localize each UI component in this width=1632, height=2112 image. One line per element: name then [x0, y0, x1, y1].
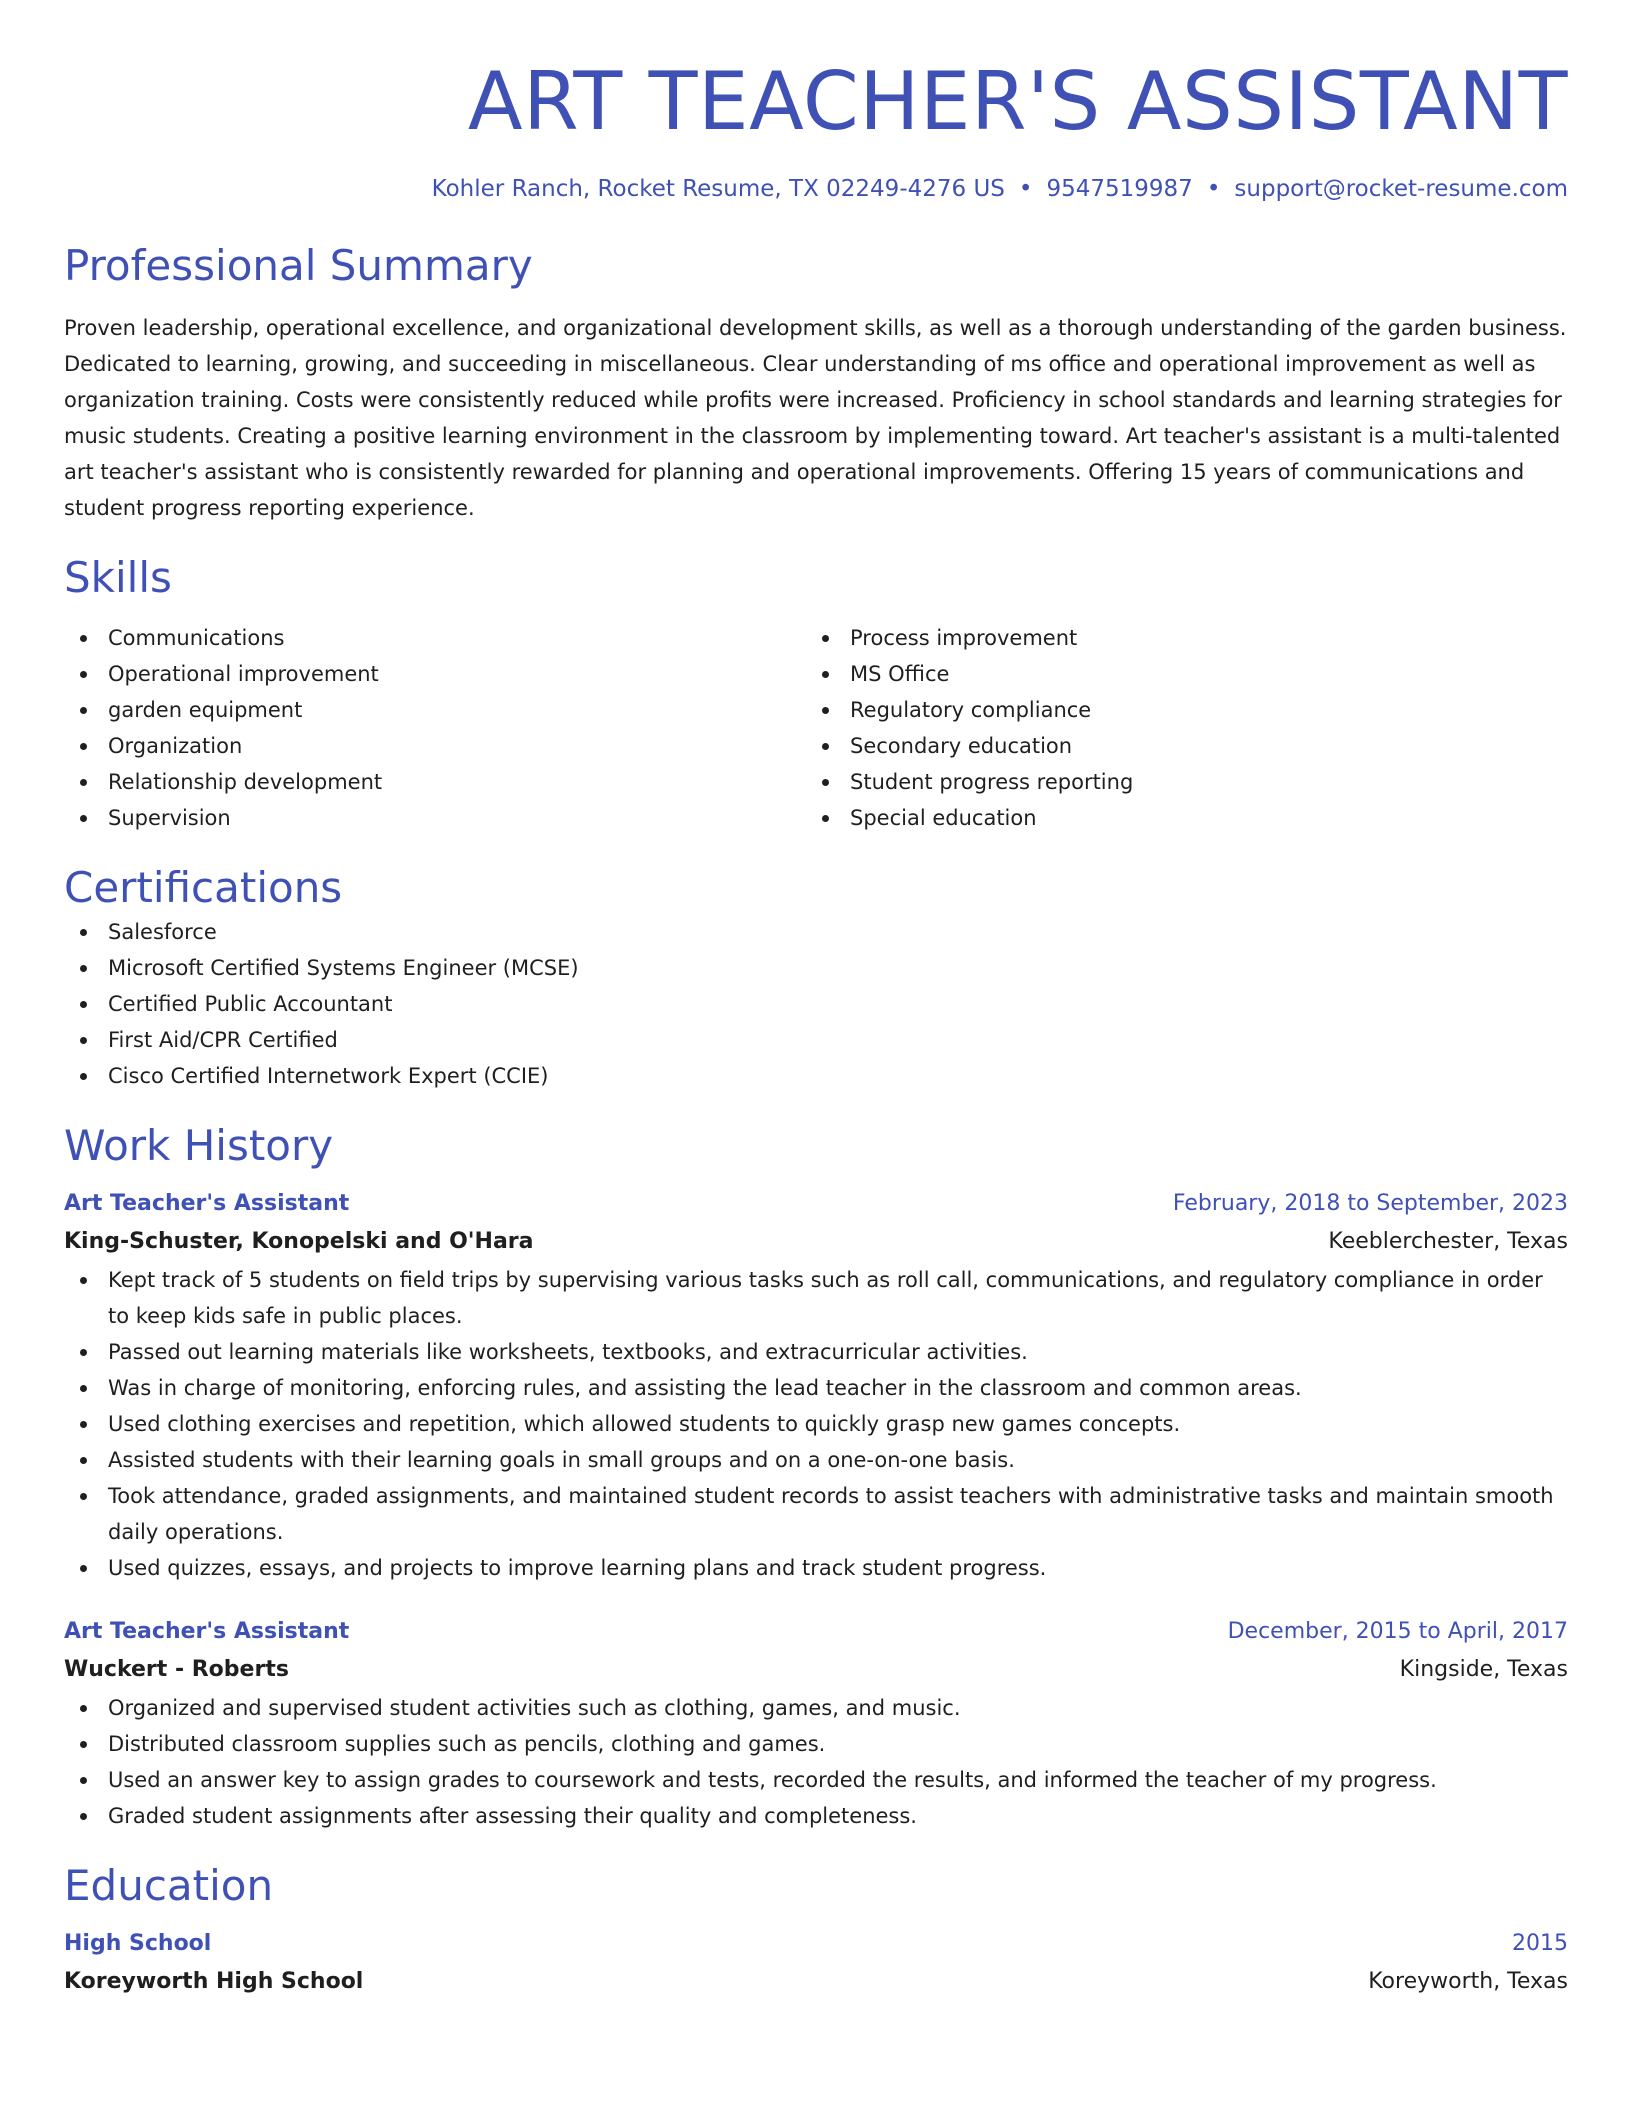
certifications-section — [64, 862, 1568, 1094]
certifications-list — [64, 914, 1568, 1094]
skill-item: Student progress reporting — [806, 764, 1548, 800]
education-header-row — [64, 1926, 1568, 1962]
summary-text: Proven leadership, operational excellence, and organizational development skills, as well as a thorough understanding of the garden business. Dedicated to learning, growing, and succeeding in miscellaneous. Clear understanding of ms office and operational improvement as well as organization training. Costs were consistently reduced while profits were increased. Proficiency in school standards and learning strategies for music students. Creating a positive learning environment in the classroom by implementing toward. Art teacher's assistant is a multi-talented art teacher's assistant who is consistently rewarded for planning and operational improvements. Offering 15 years of communications and student progress reporting experience. — [64, 316, 1567, 520]
certification-item: Cisco Certified Internetwork Expert (CCIE) — [64, 1058, 1568, 1094]
section-title: Education — [64, 1861, 274, 1910]
skills-grid — [64, 620, 1568, 836]
company-name: Wuckert - Roberts — [64, 1657, 289, 1682]
education-entry — [64, 1926, 1568, 2002]
duty-item: Passed out learning materials like worksheets, textbooks, and extracurricular activities. — [64, 1334, 1568, 1370]
job-dates: February, 2018 to September, 2023 — [1172, 1191, 1568, 1216]
certification-item: Certified Public Accountant — [64, 986, 1568, 1022]
company-name: King-Schuster, Konopelski and O'Hara — [64, 1229, 534, 1254]
graduation-year: 2015 — [1512, 1931, 1568, 1956]
duty-item: Graded student assignments after assessing their quality and completeness. — [64, 1798, 1568, 1834]
duty-item: Used an answer key to assign grades to coursework and tests, recorded the results, and informed the teacher of my progress. — [64, 1762, 1568, 1798]
skills-section — [64, 552, 1568, 836]
section-title: Work History — [64, 1121, 334, 1170]
section-title: Professional Summary — [64, 241, 533, 290]
education-school-row — [64, 1962, 1568, 2002]
section-title: Skills — [64, 553, 172, 602]
job-dates: December, 2015 to April, 2017 — [1227, 1619, 1568, 1644]
job-location: Keeblerchester, Texas — [1328, 1229, 1568, 1254]
job-company-row — [64, 1222, 1568, 1262]
skill-item: Operational improvement — [64, 656, 806, 692]
contact-line — [64, 174, 1568, 204]
job-title: Art Teacher's Assistant — [64, 1191, 350, 1216]
duties-list — [64, 1262, 1568, 1586]
skill-item: Process improvement — [806, 620, 1548, 656]
duty-item: Took attendance, graded assignments, and maintained student records to assist teachers with administrative tasks and maintain smooth daily operations. — [64, 1478, 1568, 1550]
job-company-row — [64, 1650, 1568, 1690]
duty-item: Used clothing exercises and repetition, which allowed students to quickly grasp new games concepts. — [64, 1406, 1568, 1442]
work-history-section — [64, 1120, 1568, 1834]
certification-item: First Aid/CPR Certified — [64, 1022, 1568, 1058]
professional-summary-section — [64, 240, 1568, 526]
duty-item: Used quizzes, essays, and projects to improve learning plans and track student progress. — [64, 1550, 1568, 1586]
duty-item: Assisted students with their learning goals in small groups and on a one-on-one basis. — [64, 1442, 1568, 1478]
job-header-row — [64, 1614, 1568, 1650]
resume-header — [64, 0, 1568, 204]
address: Kohler Ranch, Rocket Resume, TX 02249-4276 US — [431, 176, 1005, 202]
contact-separator: • — [1206, 176, 1221, 202]
skill-item: Regulatory compliance — [806, 692, 1548, 728]
degree: High School — [64, 1931, 212, 1956]
duty-item: Was in charge of monitoring, enforcing rules, and assisting the lead teacher in the classroom and common areas. — [64, 1370, 1568, 1406]
job-header-row — [64, 1186, 1568, 1222]
skill-item: Organization — [64, 728, 806, 764]
job-entry — [64, 1614, 1568, 1834]
education-section — [64, 1860, 1568, 2002]
section-title: Certifications — [64, 863, 343, 912]
certification-item: Microsoft Certified Systems Engineer (MCSE) — [64, 950, 1568, 986]
phone: 9547519987 — [1046, 176, 1193, 202]
skills-column-right — [806, 620, 1548, 836]
job-location: Kingside, Texas — [1399, 1657, 1568, 1682]
skill-item: Relationship development — [64, 764, 806, 800]
skill-item: Supervision — [64, 800, 806, 836]
skill-item: MS Office — [806, 656, 1548, 692]
duties-list — [64, 1690, 1568, 1834]
certification-item: Salesforce — [64, 914, 1568, 950]
skill-item: Special education — [806, 800, 1548, 836]
email-link[interactable]: support@rocket-resume.com — [1234, 176, 1568, 202]
duty-item: Kept track of 5 students on field trips by supervising various tasks such as roll call, communications, and regulatory compliance in order to keep kids safe in public places. — [64, 1262, 1568, 1334]
school-location: Koreyworth, Texas — [1368, 1969, 1568, 1994]
skill-item: garden equipment — [64, 692, 806, 728]
duty-item: Organized and supervised student activities such as clothing, games, and music. — [64, 1690, 1568, 1726]
skills-column-left — [64, 620, 806, 836]
contact-separator: • — [1018, 176, 1033, 202]
job-title: Art Teacher's Assistant — [64, 1619, 350, 1644]
candidate-name: ART TEACHER'S ASSISTANT — [467, 55, 1568, 148]
skills-list — [64, 620, 806, 836]
job-entry — [64, 1186, 1568, 1586]
duty-item: Distributed classroom supplies such as pencils, clothing and games. — [64, 1726, 1568, 1762]
skills-list — [806, 620, 1548, 836]
skill-item: Communications — [64, 620, 806, 656]
school-name: Koreyworth High School — [64, 1969, 364, 1994]
skill-item: Secondary education — [806, 728, 1548, 764]
